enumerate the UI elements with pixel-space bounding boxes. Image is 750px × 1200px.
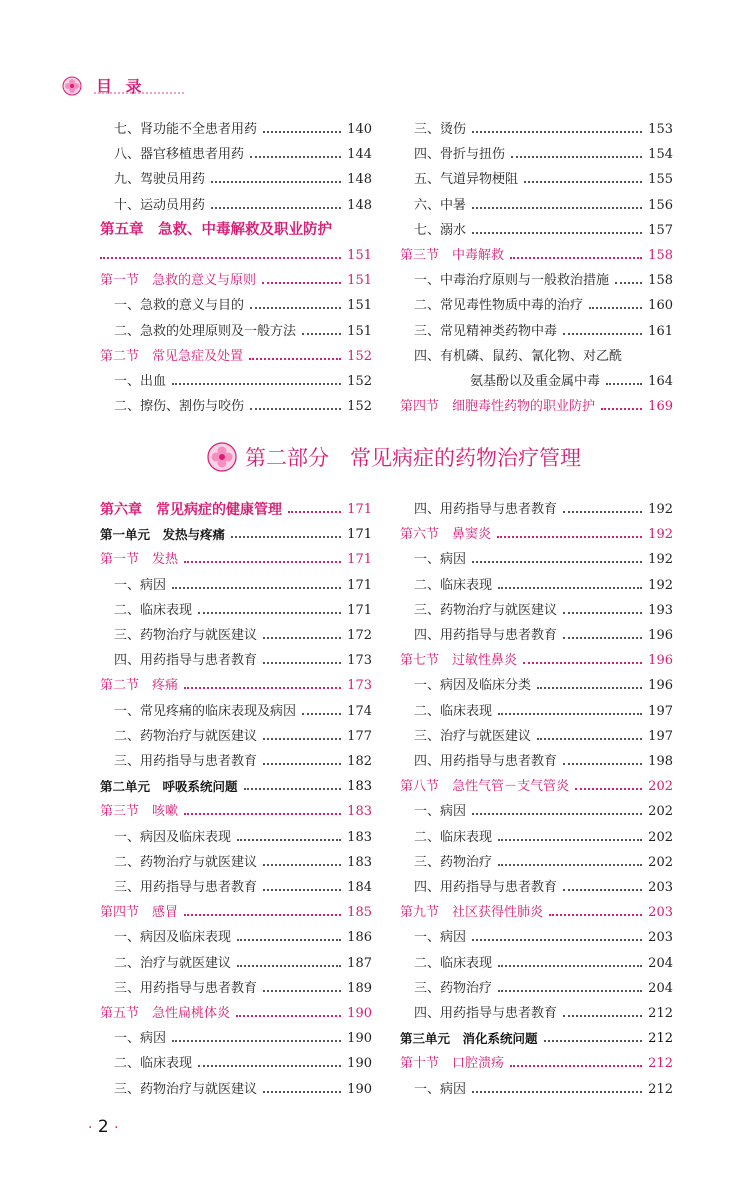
toc-entry-page: 203 — [648, 880, 673, 895]
toc-entry-title: 二、临床表现 — [414, 577, 493, 593]
toc-entry[interactable] — [100, 674, 372, 698]
dot-leader — [263, 662, 341, 664]
toc-entry-page: 151 — [347, 298, 372, 314]
toc-entry-page: 152 — [347, 348, 372, 364]
dot-leader — [211, 207, 341, 209]
toc-entry-title: 七、溺水 — [414, 222, 467, 238]
toc-entry[interactable] — [100, 370, 372, 394]
dot-leader — [237, 939, 341, 941]
toc-entry-page: 171 — [347, 502, 372, 517]
dot-leader — [589, 307, 642, 309]
dot-leader — [184, 561, 341, 563]
toc-entry[interactable] — [100, 599, 372, 623]
toc-entry-title: 二、常见毒性物质中毒的治疗 — [414, 298, 584, 314]
toc-entry-page: 151 — [347, 323, 372, 339]
toc-entry-title: 二、药物治疗与就医建议 — [114, 728, 258, 744]
toc-entry[interactable] — [100, 750, 372, 774]
dot-leader — [498, 965, 642, 967]
toc-entry-title: 第三节 中毒解救 — [400, 248, 505, 263]
dot-leader — [498, 990, 642, 992]
toc-entry-title: 第六节 鼻窦炎 — [400, 527, 492, 543]
dot-leader — [198, 612, 341, 614]
dot-leader — [263, 131, 341, 133]
dot-leader — [472, 207, 642, 209]
toc-entry-page: 190 — [347, 1081, 372, 1097]
toc-entry-page: 173 — [347, 678, 372, 694]
toc-entry[interactable] — [400, 269, 673, 293]
dot-leader — [497, 536, 642, 538]
toc-entry[interactable] — [400, 574, 673, 598]
toc-entry-page: 157 — [648, 222, 673, 238]
toc-entry[interactable] — [400, 548, 673, 572]
toc-entry[interactable] — [400, 320, 673, 344]
dot-leader — [563, 889, 642, 891]
dot-leader — [263, 1091, 341, 1093]
toc-entry-title: 三、常见精神类药物中毒 — [414, 323, 558, 339]
toc-entry-page: 192 — [648, 502, 673, 517]
toc-entry[interactable] — [400, 700, 673, 724]
toc-entry[interactable] — [100, 775, 372, 799]
toc-entry[interactable] — [400, 876, 673, 900]
page-number: · 2 · — [88, 1117, 119, 1137]
toc-entry[interactable] — [400, 395, 673, 419]
toc-entry-title: 七、肾功能不全患者用药 — [114, 122, 258, 137]
dot-leader — [263, 889, 341, 891]
dot-leader — [615, 282, 642, 284]
toc-entry-page: 169 — [648, 399, 673, 415]
toc-entry-title: 一、病因 — [414, 804, 467, 820]
toc-entry-page: 187 — [347, 955, 372, 971]
toc-entry-page: 171 — [347, 552, 372, 568]
toc-entry[interactable] — [400, 599, 673, 623]
toc-entry[interactable] — [400, 775, 673, 799]
toc-entry[interactable] — [400, 851, 673, 875]
toc-entry[interactable] — [400, 750, 673, 774]
toc-entry[interactable] — [400, 370, 673, 394]
dot-leader — [250, 156, 341, 158]
toc-entry-page: 190 — [347, 1056, 372, 1072]
toc-entry-page: 171 — [347, 602, 372, 618]
toc-entry[interactable] — [100, 926, 372, 950]
toc-entry-page: 153 — [648, 122, 673, 137]
toc-entry-title: 一、急救的意义与目的 — [114, 298, 245, 314]
toc-entry[interactable] — [100, 649, 372, 673]
toc-entry-page: 171 — [347, 527, 372, 543]
toc-entry-page: 183 — [347, 829, 372, 845]
toc-entry[interactable] — [400, 294, 673, 318]
toc-entry-title: 四、用药指导与患者教育 — [414, 502, 558, 517]
toc-column-top-left — [100, 118, 372, 418]
toc-entry-title: 一、病因 — [414, 552, 467, 568]
toc-entry-page: 154 — [648, 147, 673, 163]
dot-leader — [472, 561, 642, 563]
dot-leader — [302, 333, 341, 335]
toc-entry-title: 三、药物治疗 — [414, 854, 493, 870]
dot-leader — [100, 257, 341, 259]
toc-entry[interactable] — [100, 395, 372, 419]
toc-entry-title: 四、骨折与扭伤 — [414, 147, 506, 163]
toc-entry-page: 184 — [347, 880, 372, 895]
toc-entry-title: 三、药物治疗与就医建议 — [114, 1081, 258, 1097]
toc-entry-title: 八、器官移植患者用药 — [114, 147, 245, 163]
flower-logo-icon — [62, 76, 82, 96]
dot-leader — [263, 990, 341, 992]
dot-leader — [472, 1091, 642, 1093]
toc-entry-title: 一、出血 — [114, 374, 167, 389]
dot-leader — [302, 713, 341, 715]
toc-entry-title: 第二节 疼痛 — [100, 678, 179, 694]
dot-leader — [288, 511, 341, 513]
toc-entry[interactable] — [400, 1078, 673, 1102]
dot-leader — [524, 181, 642, 183]
toc-entry[interactable] — [100, 826, 372, 850]
dot-leader — [263, 637, 341, 639]
toc-entry-title: 二、急救的处理原则及一般方法 — [114, 323, 297, 339]
dot-leader — [563, 1015, 642, 1017]
toc-entry-title: 第二节 常见急症及处置 — [100, 348, 244, 364]
toc-entry-title: 第五节 急性扁桃体炎 — [100, 1006, 231, 1021]
toc-entry-page: 198 — [648, 754, 673, 769]
toc-entry-page: 173 — [347, 653, 372, 669]
toc-entry-title: 二、临床表现 — [114, 1056, 193, 1072]
toc-entry-page: 185 — [347, 905, 372, 921]
dot-leader — [511, 156, 642, 158]
toc-entry-title: 第一节 急救的意义与原则 — [100, 273, 257, 289]
dot-leader — [498, 713, 642, 715]
toc-entry[interactable] — [400, 498, 673, 522]
toc-entry-page: 152 — [347, 399, 372, 415]
toc-entry[interactable] — [100, 952, 372, 976]
toc-entry[interactable] — [400, 1052, 673, 1076]
toc-entry-title: 第十节 口腔溃疡 — [400, 1056, 505, 1072]
toc-entry-page: 204 — [648, 955, 673, 971]
toc-entry-title: 三、药物治疗与就医建议 — [114, 628, 258, 643]
dot-leader — [537, 687, 642, 689]
dot-leader — [263, 864, 341, 866]
toc-entry-title: 第七节 过敏性鼻炎 — [400, 653, 518, 669]
toc-entry-page: 183 — [347, 854, 372, 870]
toc-entry-page: 158 — [648, 248, 673, 263]
toc-entry-title: 一、病因 — [114, 577, 167, 593]
toc-entry-title: 六、中暑 — [414, 197, 467, 213]
dot-leader — [172, 1040, 341, 1042]
toc-entry-title: 一、病因及临床表现 — [114, 930, 232, 946]
toc-entry-page: 197 — [648, 703, 673, 719]
dot-leader — [172, 587, 341, 589]
toc-entry[interactable] — [400, 523, 673, 547]
toc-entry[interactable] — [400, 901, 673, 925]
toc-entry[interactable] — [100, 194, 372, 218]
toc-entry-title: 一、病因 — [414, 1081, 467, 1097]
toc-entry-title: 第四节 细胞毒性药物的职业防护 — [400, 399, 596, 415]
toc-entry-page: 204 — [648, 980, 673, 996]
toc-entry-title: 二、临床表现 — [414, 703, 493, 719]
toc-entry-page: 197 — [648, 728, 673, 744]
toc-entry-title: 四、用药指导与患者教育 — [114, 653, 258, 669]
toc-entry-page: 202 — [648, 829, 673, 845]
toc-entry-page: 212 — [648, 1056, 673, 1072]
toc-entry-page: 192 — [648, 527, 673, 543]
toc-entry[interactable] — [400, 649, 673, 673]
toc-entry-title: 二、药物治疗与就医建议 — [114, 854, 258, 870]
toc-entry[interactable] — [400, 624, 673, 648]
dot-leader — [236, 1015, 341, 1017]
toc-entry-page: 177 — [347, 728, 372, 744]
toc-entry-title: 一、病因 — [414, 930, 467, 946]
dot-leader — [250, 408, 341, 410]
toc-entry[interactable] — [400, 1002, 673, 1026]
toc-entry-page: 171 — [347, 577, 372, 593]
toc-entry-title: 三、烫伤 — [414, 122, 467, 137]
toc-entry-title: 二、临床表现 — [114, 602, 193, 618]
toc-entry[interactable] — [400, 1027, 673, 1051]
toc-entry[interactable] — [100, 901, 372, 925]
toc-entry-title: 第六章 常见病症的健康管理 — [100, 502, 282, 518]
toc-entry-page: 183 — [347, 779, 372, 795]
dot-leader — [537, 738, 642, 740]
dot-leader — [563, 511, 642, 513]
toc-entry-title: 二、擦伤、割伤与咬伤 — [114, 399, 245, 415]
toc-entry-title: 三、药物治疗与就医建议 — [414, 602, 558, 618]
toc-entry-title: 二、临床表现 — [414, 955, 493, 971]
toc-entry[interactable] — [400, 345, 673, 369]
toc-entry-title: 二、治疗与就医建议 — [114, 955, 232, 971]
dot-leader — [472, 813, 642, 815]
toc-column-bottom-left — [100, 498, 372, 1098]
toc-column-top-right — [400, 118, 673, 418]
toc-entry-page: 196 — [648, 653, 673, 669]
toc-entry[interactable] — [100, 1027, 372, 1051]
toc-entry-title: 四、有机磷、鼠药、氰化物、对乙酰 — [414, 348, 623, 364]
toc-entry-page: 164 — [648, 374, 673, 389]
dot-leader — [563, 612, 642, 614]
toc-entry-page: 160 — [648, 298, 673, 314]
toc-entry-title: 氨基酚以及重金属中毒 — [470, 374, 601, 389]
dot-leader — [563, 763, 642, 765]
toc-entry-page: 152 — [347, 374, 372, 389]
flower-logo-icon — [207, 442, 237, 472]
toc-entry[interactable] — [400, 244, 673, 268]
dot-leader — [472, 232, 642, 234]
toc-entry-title: 一、病因及临床表现 — [114, 829, 232, 845]
dot-leader — [249, 358, 341, 360]
toc-entry-title: 第二单元 呼吸系统问题 — [100, 779, 238, 795]
toc-entry[interactable] — [100, 118, 372, 142]
header-title: 目 录 — [96, 77, 146, 96]
toc-entry-page: 189 — [347, 980, 372, 996]
dot-leader — [523, 662, 642, 664]
dot-leader — [184, 813, 341, 815]
toc-entry[interactable] — [100, 1002, 372, 1026]
toc-entry-page: 174 — [347, 703, 372, 719]
toc-entry-title: 第八节 急性气管－支气管炎 — [400, 779, 570, 795]
dot-leader — [544, 1040, 643, 1042]
toc-entry-title: 五、气道异物梗阻 — [414, 172, 519, 188]
toc-entry[interactable] — [400, 977, 673, 1001]
dot-leader — [575, 788, 642, 790]
toc-entry-title: 四、用药指导与患者教育 — [414, 754, 558, 769]
dot-leader — [231, 536, 341, 538]
toc-entry-page: 158 — [648, 273, 673, 289]
toc-entry[interactable] — [100, 700, 372, 724]
toc-entry[interactable] — [100, 320, 372, 344]
dot-leader — [263, 738, 341, 740]
toc-entry[interactable] — [400, 800, 673, 824]
toc-entry-page: 202 — [648, 779, 673, 795]
toc-entry-page: 203 — [648, 905, 673, 921]
toc-entry-page: 192 — [648, 577, 673, 593]
toc-entry-title: 第三单元 消化系统问题 — [400, 1031, 538, 1047]
toc-entry-title: 第九节 社区获得性肺炎 — [400, 905, 544, 921]
toc-entry[interactable] — [400, 926, 673, 950]
toc-entry[interactable] — [400, 194, 673, 218]
dot-leader — [563, 333, 642, 335]
toc-entry-page: 190 — [347, 1006, 372, 1021]
toc-entry[interactable] — [100, 876, 372, 900]
toc-entry-page: 151 — [347, 248, 372, 263]
toc-entry-title: 四、用药指导与患者教育 — [414, 880, 558, 895]
toc-entry-title: 三、用药指导与患者教育 — [114, 980, 258, 996]
toc-entry[interactable] — [100, 498, 372, 522]
toc-entry-title: 九、驾驶员用药 — [114, 172, 206, 188]
dot-leader — [184, 687, 341, 689]
dot-leader — [198, 1065, 341, 1067]
part-title: 第二部分 常见病症的药物治疗管理 — [245, 446, 581, 470]
toc-entry-page: 212 — [648, 1031, 673, 1047]
dot-leader — [549, 914, 642, 916]
dot-leader — [510, 1065, 642, 1067]
toc-entry[interactable] — [100, 725, 372, 749]
toc-column-bottom-right — [400, 498, 673, 1098]
dot-leader — [601, 408, 642, 410]
dot-leader — [472, 939, 642, 941]
toc-entry[interactable] — [400, 143, 673, 167]
dot-leader — [237, 965, 341, 967]
toc-entry-page: 148 — [347, 197, 372, 213]
toc-entry-page: 193 — [648, 602, 673, 618]
dot-leader — [606, 383, 642, 385]
dot-leader — [237, 839, 341, 841]
dot-leader — [250, 307, 341, 309]
toc-entry-title: 第四节 感冒 — [100, 905, 179, 921]
toc-entry-page: 190 — [347, 1031, 372, 1047]
toc-entry-page: 156 — [648, 197, 673, 213]
toc-entry-page: 202 — [648, 804, 673, 820]
toc-entry-page: 212 — [648, 1006, 673, 1021]
toc-entry[interactable] — [100, 523, 372, 547]
toc-entry-page: 144 — [347, 147, 372, 163]
dot-leader — [498, 839, 642, 841]
toc-entry[interactable] — [100, 800, 372, 824]
toc-entry-title: 一、常见疼痛的临床表现及病因 — [114, 703, 297, 719]
toc-entry[interactable] — [100, 574, 372, 598]
toc-entry[interactable] — [400, 219, 673, 243]
toc-entry-title: 二、临床表现 — [414, 829, 493, 845]
chapter-heading[interactable]: 第五章 急救、中毒解救及职业防护 — [100, 221, 332, 238]
toc-entry-page: 186 — [347, 930, 372, 946]
toc-entry-title: 第三节 咳嗽 — [100, 804, 179, 820]
toc-entry-page: 182 — [347, 754, 372, 769]
toc-entry[interactable] — [400, 952, 673, 976]
dot-leader — [472, 131, 642, 133]
toc-entry-page: 196 — [648, 628, 673, 643]
toc-entry[interactable] — [400, 168, 673, 192]
dot-leader — [184, 914, 341, 916]
toc-entry-title: 第一单元 发热与疼痛 — [100, 527, 226, 543]
toc-entry[interactable] — [100, 1078, 372, 1102]
toc-entry[interactable] — [100, 294, 372, 318]
toc-entry-page: 196 — [648, 678, 673, 694]
toc-entry-title: 一、病因及临床分类 — [414, 678, 532, 694]
toc-entry-title: 一、病因 — [114, 1031, 167, 1047]
dot-leader — [510, 257, 642, 259]
toc-entry-page: 202 — [648, 854, 673, 870]
toc-entry[interactable] — [400, 674, 673, 698]
toc-entry-page: 183 — [347, 804, 372, 820]
dot-leader — [262, 282, 341, 284]
toc-entry-title: 第一节 发热 — [100, 552, 179, 568]
toc-entry-title: 三、用药指导与患者教育 — [114, 880, 258, 895]
toc-entry[interactable] — [100, 548, 372, 572]
toc-entry-page: 140 — [347, 122, 372, 137]
toc-entry[interactable] — [400, 826, 673, 850]
dot-leader — [211, 181, 341, 183]
toc-entry[interactable] — [100, 851, 372, 875]
toc-entry-title: 三、治疗与就医建议 — [414, 728, 532, 744]
dot-leader — [263, 763, 341, 765]
toc-entry-title: 三、用药指导与患者教育 — [114, 754, 258, 769]
toc-entry[interactable] — [100, 168, 372, 192]
toc-entry[interactable] — [400, 725, 673, 749]
dot-leader — [172, 383, 341, 385]
toc-entry-page: 155 — [648, 172, 673, 188]
toc-entry[interactable] — [100, 624, 372, 648]
toc-entry-title: 四、用药指导与患者教育 — [414, 628, 558, 643]
dot-leader — [563, 637, 642, 639]
toc-entry-title: 十、运动员用药 — [114, 197, 206, 213]
toc-entry-title: 一、中毒治疗原则与一般救治措施 — [414, 273, 610, 289]
toc-entry[interactable] — [100, 1052, 372, 1076]
toc-entry-page: 212 — [648, 1081, 673, 1097]
toc-entry-title: 三、药物治疗 — [414, 980, 493, 996]
toc-entry-page: 203 — [648, 930, 673, 946]
toc-entry[interactable] — [100, 269, 372, 293]
dot-leader — [244, 788, 342, 790]
toc-entry-page: 192 — [648, 552, 673, 568]
toc-entry-page: 172 — [347, 628, 372, 643]
toc-entry-page: 151 — [347, 273, 372, 289]
toc-entry[interactable] — [100, 345, 372, 369]
toc-entry[interactable] — [400, 118, 673, 142]
dot-leader — [498, 587, 642, 589]
toc-entry-page: 148 — [347, 172, 372, 188]
toc-entry-title: 四、用药指导与患者教育 — [414, 1006, 558, 1021]
header-divider — [94, 92, 184, 94]
toc-entry[interactable] — [100, 977, 372, 1001]
dot-leader — [498, 864, 642, 866]
toc-entry-page: 161 — [648, 323, 673, 339]
toc-entry[interactable] — [100, 143, 372, 167]
toc-entry[interactable] — [100, 244, 372, 268]
